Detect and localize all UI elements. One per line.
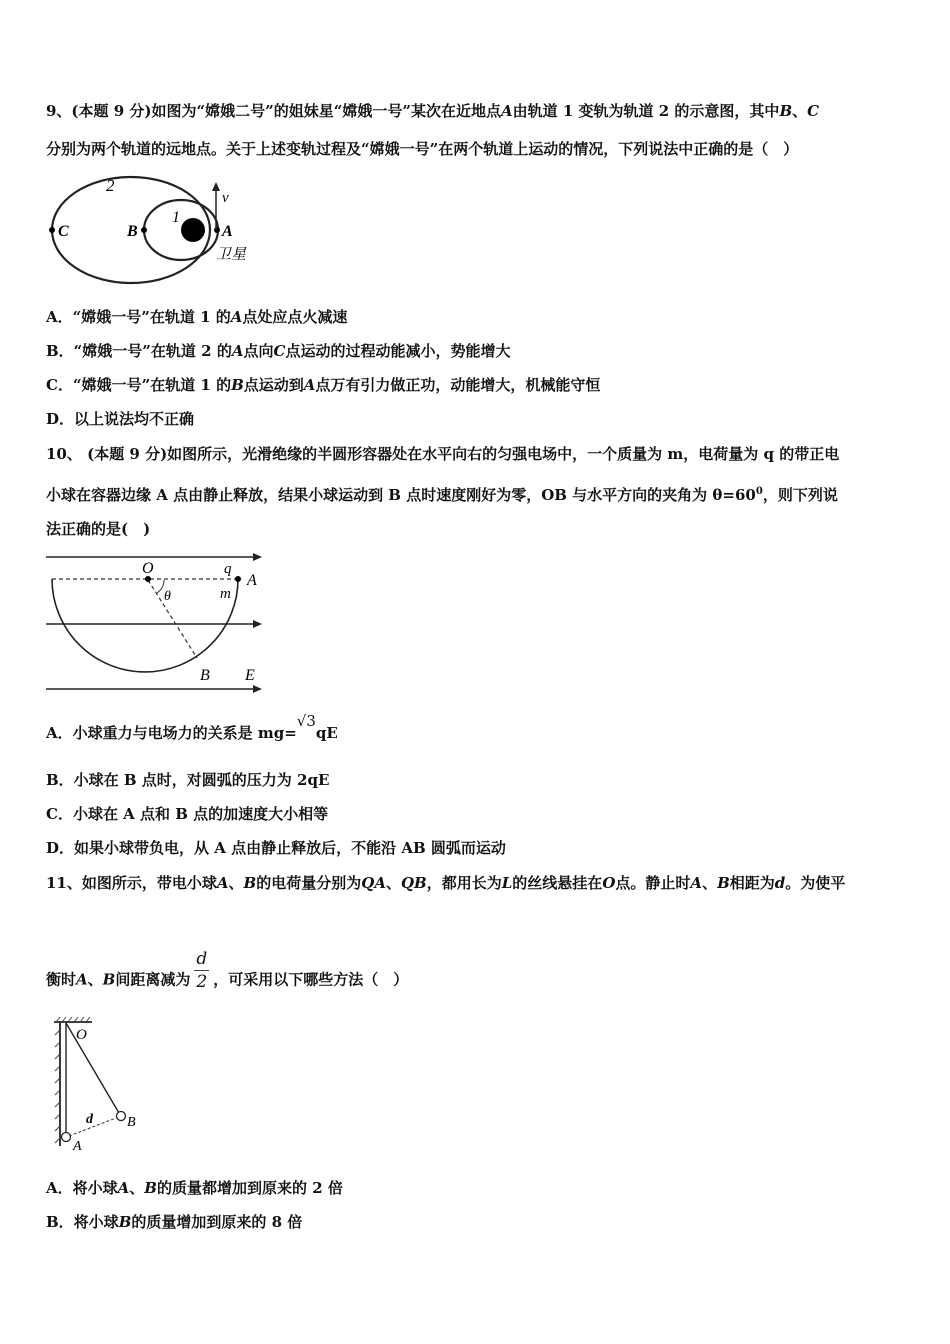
q10-option-b: B．小球在 B 点时，对圆弧的压力为 2qE [46, 771, 330, 789]
q10-container-figure [44, 548, 270, 698]
q10-option-c: C．小球在 A 点和 B 点的加速度大小相等 [46, 805, 329, 823]
q10-option-d: D．如果小球带负电，从 A 点由静止释放后，不能沿 AB 圆弧而运动 [46, 839, 506, 857]
q11-option-b: B．将小球B的质量增加到原来的 8 倍 [46, 1213, 303, 1231]
q9-stem-line-1: 9、(本题 9 分)如图为“嫦娥二号”的姐妹星“嫦娥一号”某次在近地点A由轨道 1 变轨为轨道 2 的示意图，其中B、C [46, 102, 820, 120]
theta-label: θ [164, 589, 171, 604]
point-a-dot [214, 227, 220, 233]
d-label: d [86, 1112, 93, 1127]
semicircle-container [52, 579, 238, 672]
ball-a-dot [235, 576, 241, 582]
q10-stem-line-1: 10、 (本题 9 分)如图所示，光滑绝缘的半圆形容器处在水平向右的匀强电场中，一个质量为 m，电荷量为 q 的带正电 [46, 445, 840, 463]
q9-stem-line-2: 分别为两个轨道的远地点。关于上述变轨过程及“嫦娥一号”在两个轨道上运动的情况，下列说法中正确的是（ ） [46, 140, 799, 158]
ball-b [117, 1112, 126, 1121]
q11-stem-line-2: 衡时A、B间距离减为 $\frac{d}{2}$ ，可采用以下哪些方法（ ） [46, 949, 409, 992]
point-c-dot [49, 227, 55, 233]
radius-ob-dashed [148, 580, 197, 658]
q11-stem-line-1: 11、如图所示，带电小球A、B的电荷量分别为QA、QB，都用长为L的丝线悬挂在O点。静止时A、B相距为d。为使平 [46, 874, 846, 892]
orbit-1-label: 1 [172, 209, 180, 226]
b-label: B [200, 667, 210, 684]
field-arrowhead-2 [253, 620, 262, 628]
q10-option-a: A．小球重力与电场力的关系是 mg=√3qE [46, 712, 338, 742]
q9-orbit-figure [44, 172, 264, 298]
a-label: A [73, 1139, 82, 1154]
fraction-d-over-2: $\frac{d}{2}$ [196, 949, 208, 992]
o-label: O [142, 560, 154, 577]
point-b-dot [141, 227, 147, 233]
q9-option-a: A．“嫦娥一号”在轨道 1 的A点处应点火减速 [46, 308, 348, 326]
point-c-label: C [58, 223, 69, 240]
q9-option-c: C．“嫦娥一号”在轨道 1 的B点运动到A点万有引力做正功，动能增大，机械能守恒 [46, 376, 601, 394]
point-b-label: B [127, 223, 138, 240]
orbit-2-label: 2 [106, 176, 115, 195]
q10-stem-line-2: 小球在容器边缘 A 点由静止释放，结果小球运动到 B 点时速度刚好为零，OB 与水平方向的夹角为 $\theta=60^0$，则下列说 [46, 486, 838, 504]
o-label: O [76, 1027, 87, 1043]
m-label: m [220, 586, 231, 602]
thread-b [66, 1023, 119, 1113]
ball-a [62, 1133, 71, 1142]
field-arrowhead-3 [253, 685, 262, 693]
satellite-label: 卫星 [216, 247, 247, 263]
earth [181, 218, 205, 242]
a-label: A [247, 572, 257, 589]
q11-option-a: A．将小球A、B的质量都增加到原来的 2 倍 [46, 1179, 343, 1197]
velocity-arrowhead [212, 182, 220, 191]
q9-option-d: D．以上说法均不正确 [46, 410, 195, 428]
q10-stem-line-3: 法正确的是( ) [46, 520, 151, 538]
field-arrowhead-1 [253, 553, 262, 561]
b-label: B [127, 1115, 136, 1130]
point-a-label: A [222, 223, 233, 240]
sqrt-3: √3 [296, 712, 316, 730]
velocity-label: v [222, 190, 229, 206]
q9-option-b: B．“嫦娥一号”在轨道 2 的A点向C点运动的过程动能减小，势能增大 [46, 342, 511, 360]
q-label: q [224, 561, 232, 577]
e-label: E [245, 667, 255, 684]
theta-arc [157, 580, 164, 593]
q11-pendulum-figure [44, 1016, 154, 1156]
